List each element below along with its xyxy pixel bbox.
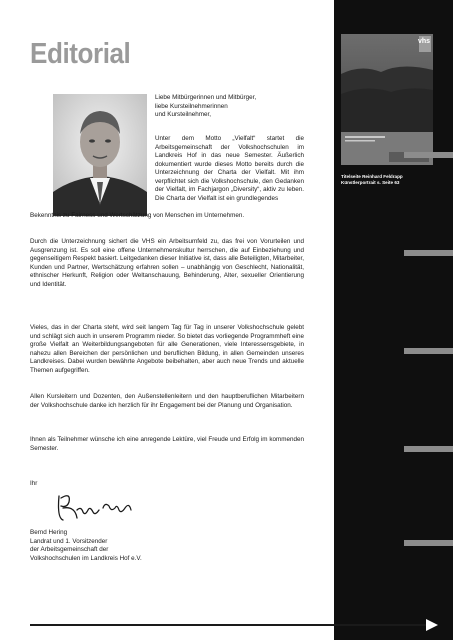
signer-title: Volkshochschulen im Landkreis Hof e.V. [30,554,142,562]
body-paragraph: Allen Kursleitern und Dozenten, den Außenstellenleitern und den hauptberuflichen Mitarbeitern der Volkshochschule danke ich herzlich für ihr Engagement bei der Planung und Organisation. [30,393,304,409]
cover-caption-line: Künstlerportrait s. Seite 63 [341,179,400,185]
greeting-line: und Kursteilnehmer, [155,111,212,119]
page-title: Editorial [30,38,131,70]
signer-name: Bernd Hering [30,529,68,536]
signer-title: der Arbeitsgemeinschaft der [30,546,109,554]
section-tab[interactable] [404,250,453,256]
body-paragraph: Ihnen als Teilnehmer wünsche ich eine anregende Lektüre, viel Freude und Erfolg im kommenden Semester. [30,436,304,452]
signature-block [30,529,230,563]
intro-paragraph: Unter dem Motto „Vielfalt“ startet die Arbeitsgemeinschaft der Volkshochschulen im Landkreis Hof in das neue Semester. Äußerlich dokumentiert wurde dieses Motto bereits durch die Unterzeichnung der Charta der Vielfalt. Mit ihm verpflichtet sich die Volkshochschule, den Gedanken der Vielfalt, im Fachjargon „Diversity“, aktiv zu leben. Die Charta der Vielfalt ist ein grundlegendes [155,135,304,202]
author-portrait [53,94,147,216]
body-paragraph: Vieles, das in der Charta steht, wird seit langem Tag für Tag in unserer Volkshochschule gelebt und schlägt sich auch in unserem Programm nieder. So bietet das vorliegende Programmheft eine große Vielfalt an Weiterbildungsangeboten für alle Generationen, viele Interessensgebiete, in nahezu allen Bereichen der persönlichen und beruflichen Bildung, in allen Gemeinden unseres Landkreises. Dabei wurden bewährte Angebote beibehalten, aber auch neue Trends und aktuelle Themen aufgegriffen. [30,324,304,374]
vhs-logo: vhs [417,38,430,45]
greeting [155,94,303,120]
greeting-line: Liebe Mitbürgerinnen und Mitbürger, [155,94,257,101]
closing: Ihr [30,480,38,487]
section-tab[interactable] [404,152,453,158]
body-paragraph: Durch die Unterzeichnung sichert die VHS ein Arbeitsumfeld zu, das frei von Vorurteilen und Ausgrenzung ist. Es soll eine offene Unternehmenskultur herrschen, die auf Einbeziehung und gegenseitigem Respekt basiert. Leitgedanken dieser Initiative ist, dass alle Beteiligten, Mitarbeiter, Kunden und Partner, Wertschätzung erfahren sollen – unabhängig von Geschlecht, Nationalität, ethnischer Herkunft, Religion oder Weltanschauung, Behinderung, Alter, sexueller Orientierung und Identität. [30,238,304,288]
section-tab[interactable] [404,540,453,546]
page-arrow-line [30,624,430,626]
greeting-line: liebe Kursteilnehmerinnen [155,102,228,110]
cover-caption-line: Titelseite Reinhard Feldrapp [341,174,403,179]
section-tab[interactable] [404,348,453,354]
cover-thumbnail[interactable] [341,34,433,165]
section-tab[interactable] [404,446,453,452]
intro-paragraph-continued: Bekenntnis zu Fairness und Wertschätzung von Menschen im Unternehmen. [30,212,245,219]
handwritten-signature [55,488,135,528]
next-page-arrow-icon[interactable] [426,619,438,631]
cover-caption [341,174,441,186]
signer-title: Landrat und 1. Vorsitzender [30,537,108,545]
